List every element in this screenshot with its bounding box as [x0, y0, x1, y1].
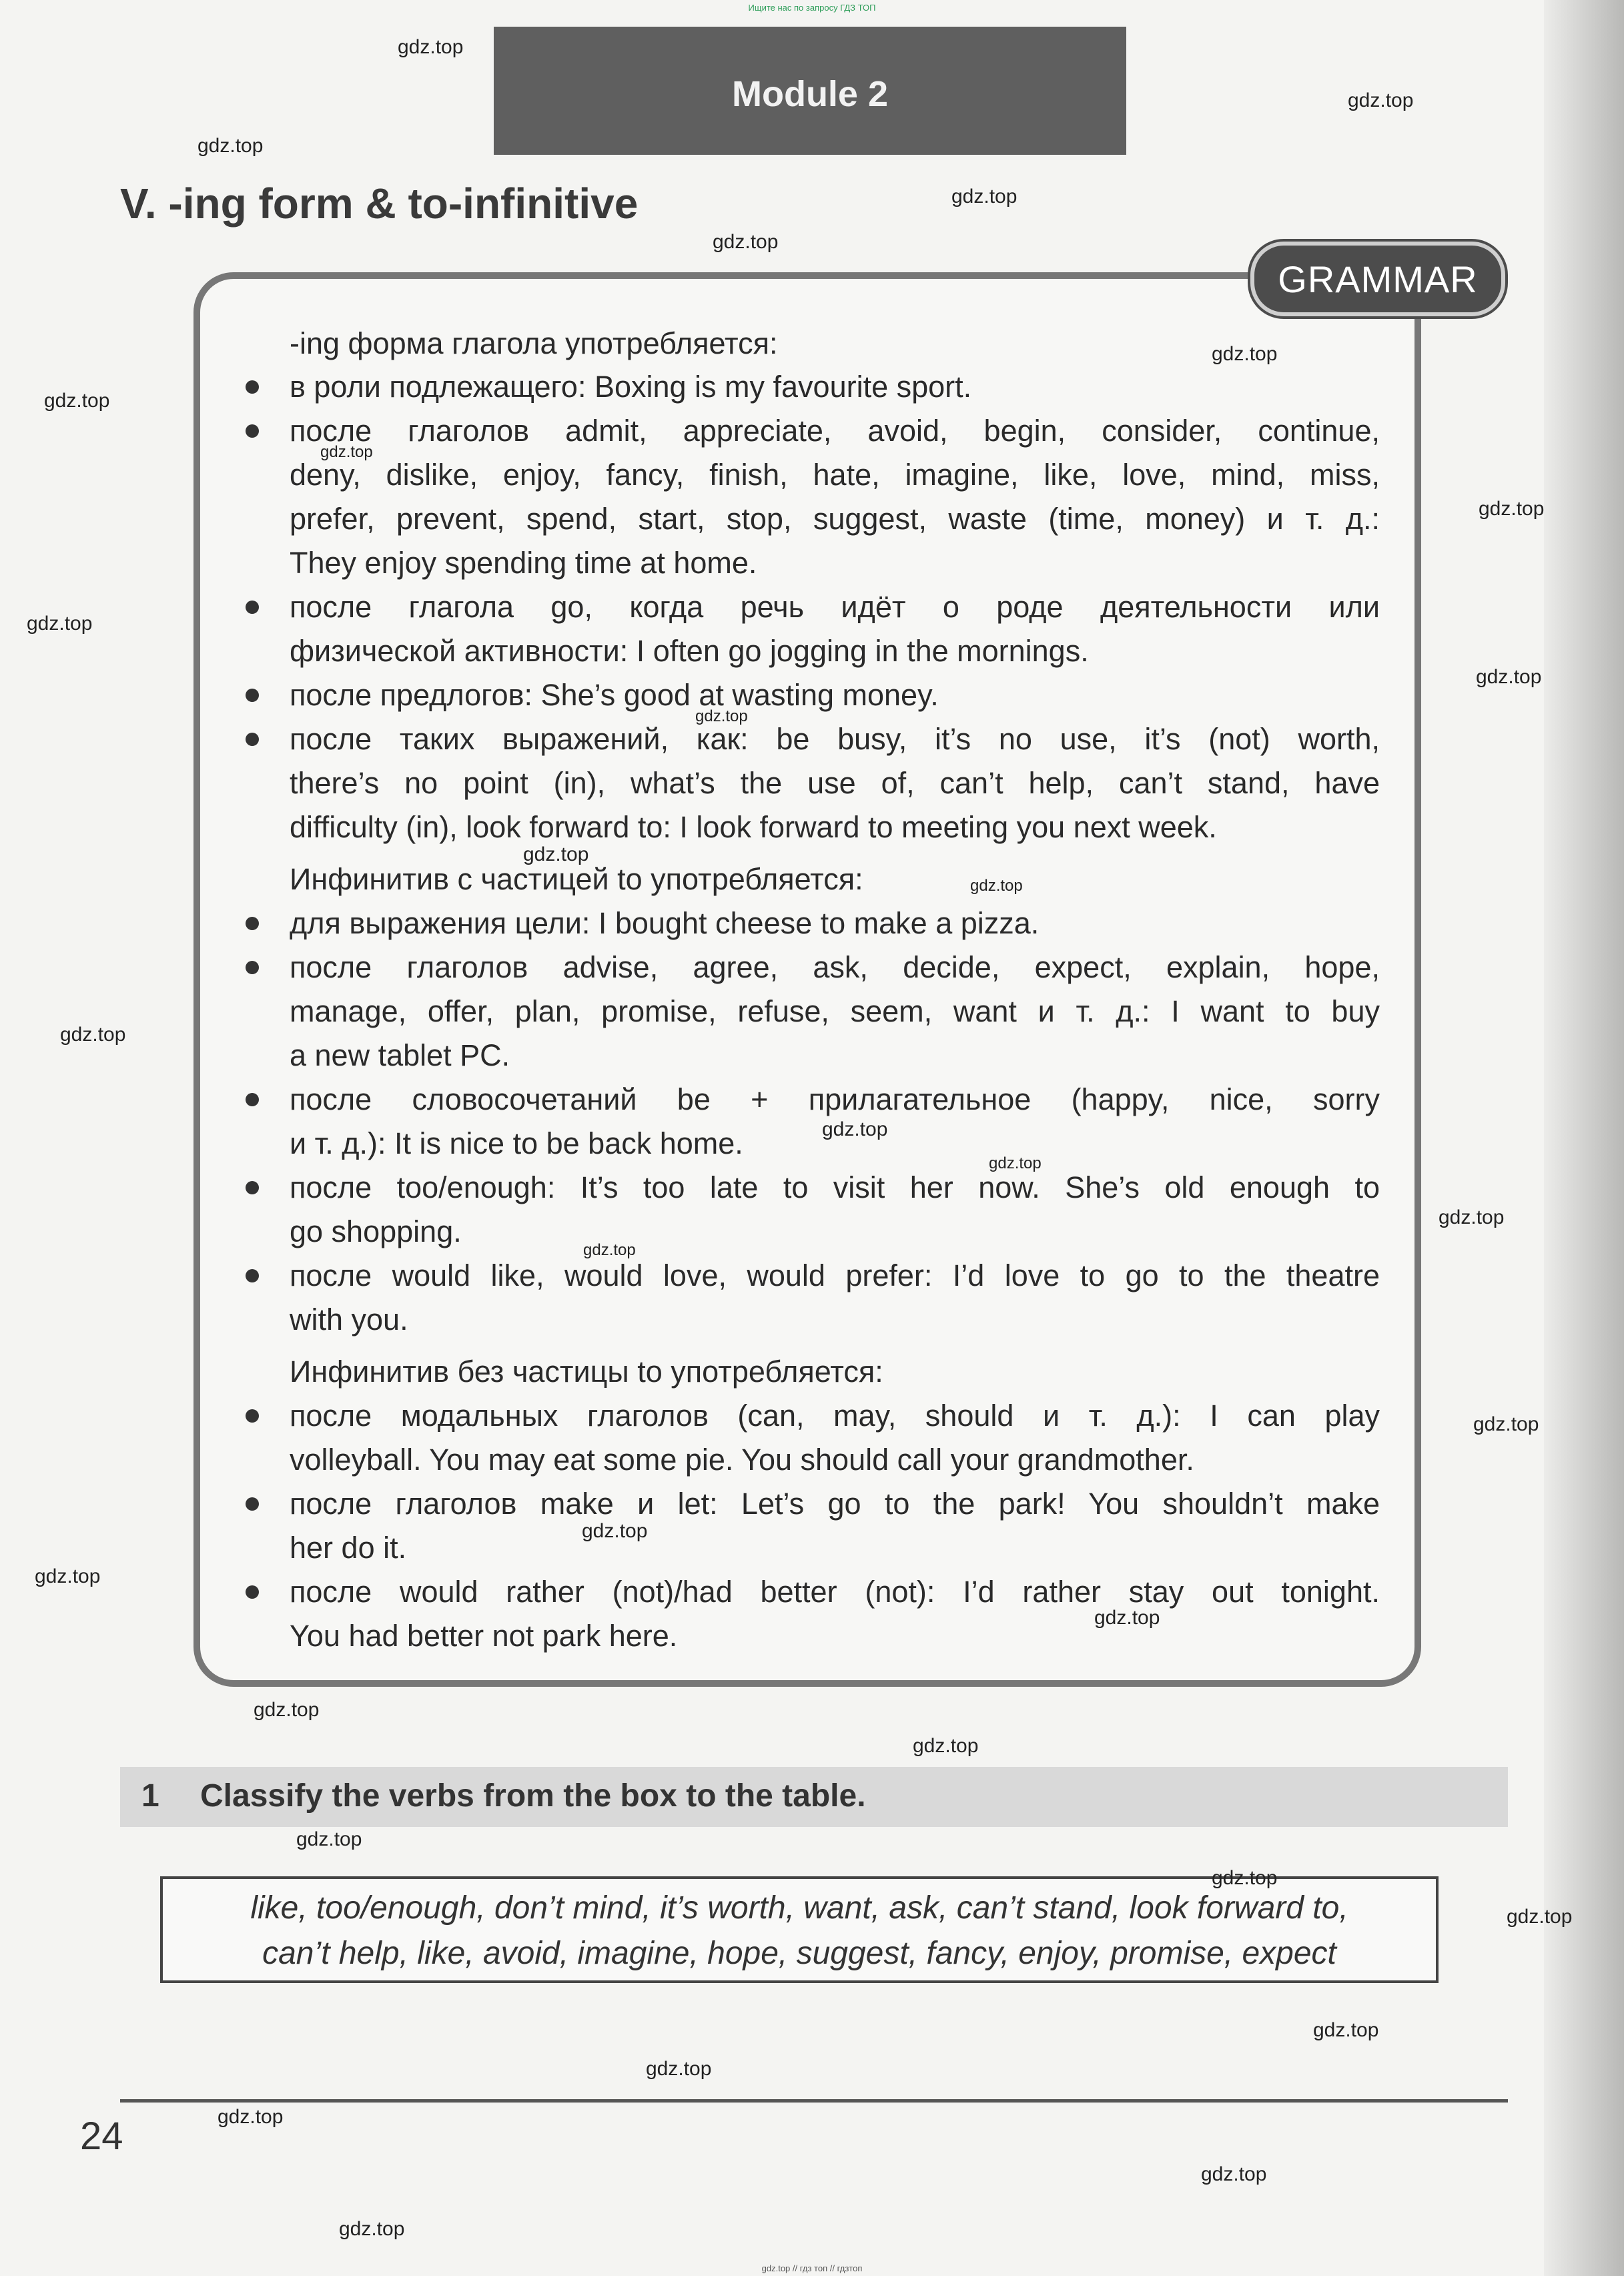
watermark: gdz.top: [646, 2058, 712, 2080]
bullet: [246, 1269, 259, 1282]
watermark: gdz.top: [320, 443, 373, 461]
top-note: Ищите нас по запросу ГДЗ ТОП: [748, 3, 876, 13]
grammar-heading: Инфинитив без частицы to употребляется:: [290, 1355, 883, 1389]
watermark: gdz.top: [523, 843, 589, 865]
grammar-line: manage, offer, plan, promise, refuse, seem, want и т. д.: I want to buy: [290, 994, 1380, 1028]
grammar-line: после глаголов admit, appreciate, avoid, begin, consider, continue,: [290, 414, 1380, 448]
watermark: gdz.top: [1212, 1867, 1278, 1889]
bottom-note: gdz.top // гдз топ // гдзтоп: [761, 2263, 863, 2273]
watermark: gdz.top: [1476, 666, 1542, 688]
grammar-badge-label: GRAMMAR: [1278, 258, 1478, 300]
watermark: gdz.top: [1348, 89, 1414, 111]
bullet: [246, 380, 259, 394]
watermark: gdz.top: [713, 231, 779, 253]
watermark: gdz.top: [1094, 1607, 1160, 1629]
bullet: [246, 1497, 259, 1511]
grammar-line: в роли подлежащего: Boxing is my favourite sport.: [290, 370, 972, 404]
watermark: gdz.top: [583, 1241, 636, 1259]
grammar-line: difficulty (in), look forward to: I look forward to meeting you next week.: [290, 810, 1217, 844]
bullet: [246, 1585, 259, 1599]
page-edge-shadow: [1544, 0, 1624, 2276]
grammar-line: go shopping.: [290, 1214, 462, 1248]
watermark: gdz.top: [197, 135, 264, 157]
grammar-line: для выражения цели: I bought cheese to make a pizza.: [290, 906, 1040, 940]
watermark: gdz.top: [1439, 1206, 1505, 1228]
watermark: gdz.top: [822, 1118, 888, 1140]
watermark: gdz.top: [27, 613, 93, 635]
bullet: [246, 689, 259, 702]
word-box-line: can’t help, like, avoid, imagine, hope, suggest, fancy, enjoy, promise, expect: [262, 1936, 1336, 1971]
bullet: [246, 1181, 259, 1194]
word-box-line: like, too/enough, don’t mind, it’s worth, want, ask, can’t stand, look forward to,: [250, 1890, 1348, 1926]
grammar-line: there’s no point (in), what’s the use of, can’t help, can’t stand, have: [290, 766, 1380, 800]
task-instruction: Classify the verbs from the box to the table.: [200, 1778, 866, 1814]
grammar-line: после словосочетаний be + прилагательное (happy, nice, sorry: [290, 1082, 1380, 1116]
watermark: gdz.top: [1507, 1906, 1573, 1928]
bullet: [246, 917, 259, 930]
footer-rule: [120, 2099, 1508, 2103]
module-banner: [494, 27, 1126, 155]
grammar-line: They enjoy spending time at home.: [290, 546, 757, 580]
watermark: gdz.top: [1313, 2019, 1379, 2041]
grammar-heading: Инфинитив с частицей to употребляется:: [290, 862, 863, 896]
watermark: gdz.top: [951, 185, 1018, 208]
grammar-line: после таких выражений, как: be busy, it’s no use, it’s (not) worth,: [290, 722, 1380, 756]
watermark: gdz.top: [1473, 1413, 1539, 1435]
grammar-line: после глаголов make и let: Let’s go to the park! You shouldn’t make: [290, 1487, 1380, 1521]
grammar-line: volleyball. You may eat some pie. You should call your grandmother.: [290, 1443, 1194, 1477]
grammar-heading: -ing форма глагола употребляется:: [290, 326, 778, 360]
watermark: gdz.top: [1212, 343, 1278, 365]
bullet: [246, 1093, 259, 1106]
watermark: gdz.top: [970, 877, 1023, 895]
word-box: [160, 1876, 1439, 1983]
watermark: gdz.top: [296, 1828, 362, 1850]
bullet: [246, 961, 259, 974]
grammar-line: после too/enough: It’s too late to visit her now. She’s old enough to: [290, 1170, 1380, 1204]
watermark: gdz.top: [695, 707, 748, 725]
bullet: [246, 601, 259, 614]
grammar-line: после would like, would love, would prefer: I’d love to go to the theatre: [290, 1258, 1380, 1292]
watermark: gdz.top: [398, 36, 464, 58]
watermark: gdz.top: [44, 390, 110, 412]
grammar-line: после глаголов advise, agree, ask, decide, expect, explain, hope,: [290, 950, 1380, 984]
bullet: [246, 1409, 259, 1423]
grammar-line: her do it.: [290, 1531, 407, 1565]
grammar-line: после глагола go, когда речь идёт о роде деятельности или: [290, 590, 1380, 624]
grammar-line: prefer, prevent, spend, start, stop, suggest, waste (time, money) и т. д.:: [290, 502, 1380, 536]
section-title: V. -ing form & to-infinitive: [120, 179, 639, 228]
watermark: gdz.top: [60, 1024, 126, 1046]
watermark: gdz.top: [913, 1735, 979, 1757]
watermark: gdz.top: [218, 2106, 284, 2128]
grammar-line: You had better not park here.: [290, 1619, 678, 1653]
grammar-line: после модальных глаголов (can, may, should и т. д.): I can play: [290, 1399, 1380, 1433]
grammar-badge: [1250, 242, 1505, 316]
watermark: gdz.top: [989, 1154, 1042, 1172]
bullet: [246, 424, 259, 438]
watermark: gdz.top: [35, 1565, 101, 1587]
grammar-line: физической активности: I often go jogging in the mornings.: [290, 634, 1089, 668]
page-number: 24: [80, 2115, 123, 2158]
grammar-line: deny, dislike, enjoy, fancy, finish, hate, imagine, like, love, mind, miss,: [290, 458, 1380, 492]
grammar-line: и т. д.): It is nice to be back home.: [290, 1126, 743, 1160]
module-title: Module 2: [731, 74, 888, 114]
task-number: 1: [141, 1778, 159, 1814]
grammar-line: после предлогов: She’s good at wasting money.: [290, 678, 939, 712]
grammar-line: после would rather (not)/had better (not): I’d rather stay out tonight.: [290, 1575, 1380, 1609]
grammar-line: a new tablet PC.: [290, 1038, 510, 1072]
grammar-line: with you.: [290, 1302, 408, 1337]
watermark: gdz.top: [254, 1699, 320, 1721]
watermark: gdz.top: [582, 1520, 648, 1542]
watermark: gdz.top: [1479, 498, 1545, 520]
bullet: [246, 733, 259, 746]
watermark: gdz.top: [1201, 2163, 1267, 2185]
watermark: gdz.top: [339, 2218, 405, 2240]
